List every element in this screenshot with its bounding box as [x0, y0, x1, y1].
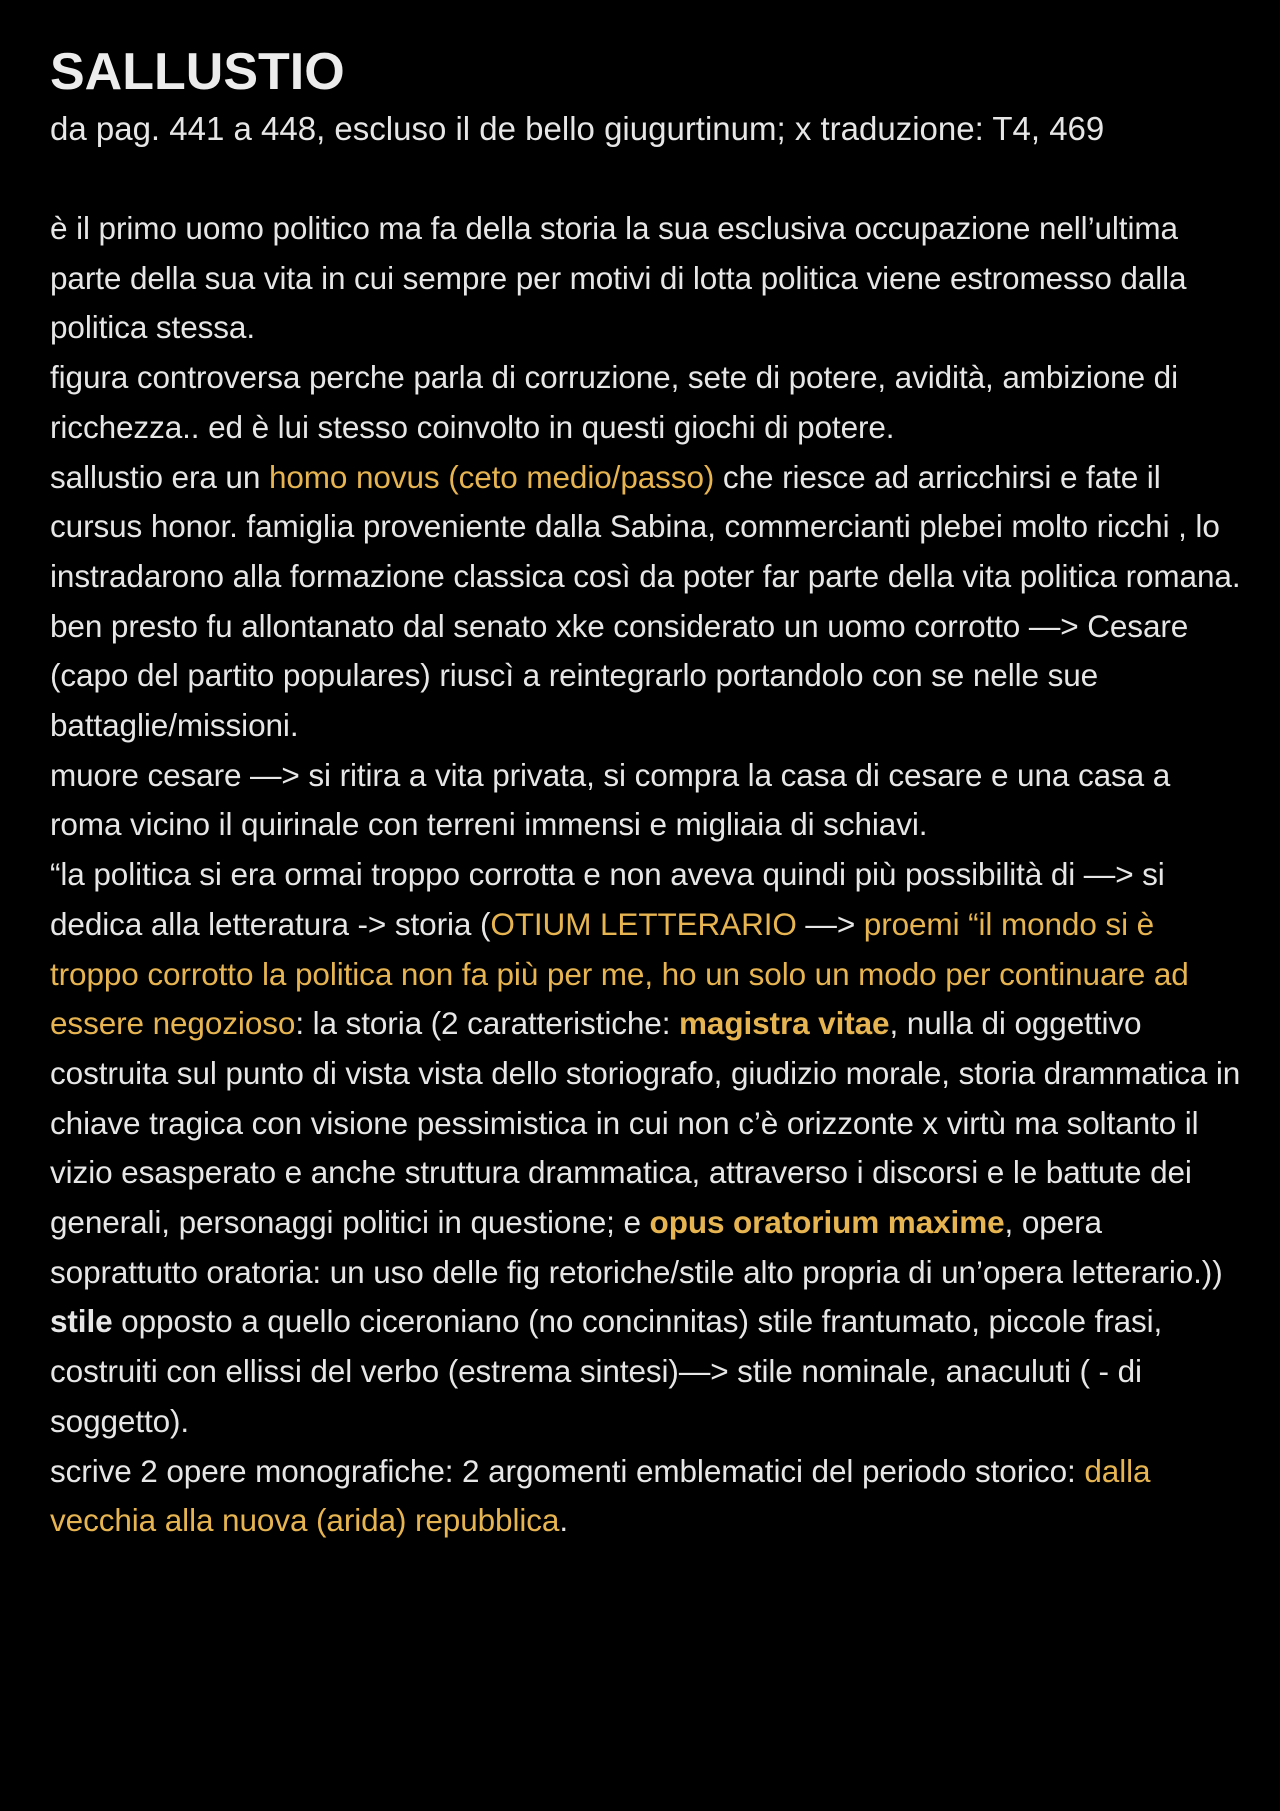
- paragraph-text: : la storia (2 caratteristiche:: [295, 1005, 680, 1042]
- paragraph-text: ben presto fu allontanato dal senato xke considerato un uomo corrotto —> Cesare (capo del partito populares) riuscì a reintegrarlo portandolo con se nelle sue battaglie/missioni.: [50, 607, 1189, 744]
- paragraph-text: è il primo uomo politico ma fa della storia la sua esclusiva occupazione nell’ultima parte della sua vita in cui sempre per motivi di lotta politica viene estromesso dalla politica stessa.: [50, 210, 1187, 346]
- paragraph-text: opposto a quello ciceroniano (no concinnitas) stile frantumato, piccole frasi, costruiti con ellissi del verbo (estrema sintesi)—> stile nominale, anaculuti ( - di soggetto).: [50, 1303, 1163, 1439]
- paragraph-text: , nulla di oggettivo costruita sul punto di vista vista dello storiografo, giudizio morale, storia drammatica in chiave tragica con visione pessimistica in cui non c’è orizzonte x virtù ma soltanto il vizio esasperato e anche struttura drammatica, attraverso i discorsi e le battute dei generali, personaggi politici in questione; e: [50, 1005, 1241, 1241]
- note-paragraph: [50, 453, 1250, 602]
- note-title: SALLUSTIO: [50, 43, 345, 101]
- paragraph-text: —>: [796, 905, 864, 942]
- note-paragraph: [50, 751, 1250, 850]
- note-body: [50, 204, 1250, 1546]
- paragraph-text: “la politica si era ormai troppo corrotta e non aveva quindi più possibilità di —> si dedica alla letteratura -> storia (: [50, 856, 1165, 942]
- paragraph-text: .: [559, 1502, 569, 1539]
- note-paragraph: [50, 353, 1250, 452]
- highlighted-text: homo novus (ceto medio/passo): [268, 458, 715, 495]
- highlighted-text: proemi “il mondo si è troppo corrotto la politica non fa più per me, ho un solo un modo per continuare ad essere negozioso: [50, 905, 1189, 1042]
- paragraph-text: muore cesare —> si ritira a vita privata, si compra la casa di cesare e una casa a roma vicino il quirinale con terreni immensi e migliaia di schiavi.: [50, 756, 1171, 843]
- note-paragraph: [50, 204, 1250, 353]
- highlighted-text: dalla vecchia alla nuova (arida) repubblica: [50, 1452, 1151, 1539]
- note-paragraph: [50, 1447, 1250, 1546]
- paragraph-text: scrive 2 opere monografiche: 2 argomenti emblematici del periodo storico:: [50, 1452, 1085, 1489]
- bold-text: stile: [50, 1303, 113, 1340]
- highlighted-text: magistra vitae: [679, 1005, 890, 1042]
- paragraph-text: che riesce ad arricchirsi e fate il cursus honor. famiglia proveniente dalla Sabina, commercianti plebei molto ricchi , lo instradarono alla formazione classica così da poter far parte della vita politica romana.: [50, 458, 1241, 594]
- paragraph-text: sallustio era un: [50, 458, 269, 495]
- note-content: [50, 40, 1250, 1546]
- highlighted-text: opus oratorium maxime: [649, 1204, 1005, 1241]
- paragraph-text: figura controversa perche parla di corruzione, sete di potere, avidità, ambizione di ricchezza.. ed è lui stesso coinvolto in questi giochi di potere.: [50, 359, 1178, 445]
- note-paragraph: [50, 850, 1250, 1297]
- note-subtitle: da pag. 441 a 448, escluso il de bello giugurtinum; x traduzione: T4, 469: [50, 110, 1105, 147]
- note-paragraph: [50, 602, 1250, 751]
- paragraph-text: , opera soprattutto oratoria: un uso delle fig retoriche/stile alto propria di un’opera letterario.)): [50, 1204, 1223, 1290]
- highlighted-text: OTIUM LETTERARIO: [490, 905, 797, 942]
- note-paragraph: [50, 1297, 1250, 1446]
